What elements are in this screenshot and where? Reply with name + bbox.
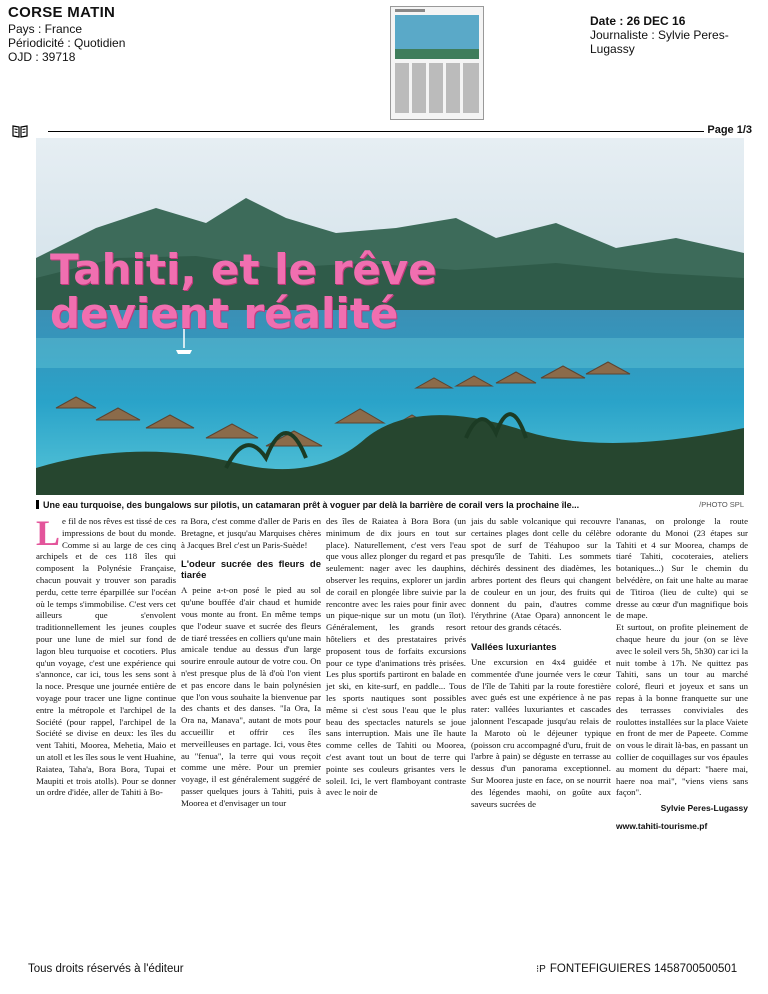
journalist-line2: Lugassy [590,42,635,56]
caption-text: Une eau turquoise, des bungalows sur pilotis, un catamaran prêt à voguer par delà la barrière de corail vers la prochaine île... [43,500,580,510]
document-code: FONTEFIGUIERES 1458700500501 [549,963,738,975]
body-text: jais du sable volcanique qui recouvre certaines plages dont celle du célèbre spot de surf de Téahupoo sur la presqu'île de Tahiti. Les sommets déchirés dessinent des diadèmes, les arbres portent des fleurs qui changent de couleur en un jour, des fruits qui donnent du pain, d'autres comme l'érythrine (Atae Opara) annoncent le retour des grands cétacés. [471,516,611,633]
publication-name: CORSE MATIN [8,4,116,21]
article-column-4 [471,516,611,810]
body-text: e fil de nos rêves est tissé de ces impressions de bout du monde. Comme si au large de ces cinq archipels et de ces 118 îles qui composent la Polynésie Française, chacun pouvait y trouver son paradis perdu, cette terre éparpillée sur l'océan où le temps s'immobilise. C'est vers cet ailleurs que s'envolent traditionnellement les jeunes couples pour une lune de miel sur fond de lagon bleu turquoise et cocotiers. Plus qu'un voyage, c'est une expérience qui s'annonce, car ici, tous les sens sont à la noce. Presque une journée entière de voyage pour tracer une ligne continue entre la métropole et l'archipel de la Société (pour rappel, l'archipel de la Société se divise en deux: les îles du vent Tahiti, Moorea, Mehetia, Maio et un atoll et les îles sous le vent Huahine, Raiatea, Taha'a, Bora Bora, Tupai et Maupiti et trois atolls). Pour se donner un ordre d'idée, aller de Tahiti à Bo- [36,516,176,798]
document-code-icon: ⁝P [536,964,546,975]
article-column-3 [326,516,466,799]
ojd: OJD : 39718 [8,50,76,64]
country: Pays : France [8,22,83,36]
page-number: Page 1/3 [707,124,752,136]
journalist-line1: Journaliste : Sylvie Peres- [590,28,729,42]
article-column-1 [36,513,176,799]
body-text: A peine a-t-on posé le pied au sol qu'une bouffée d'air chaud et humide vous monte au front. En même temps que l'odeur suave et sucrée des fleurs de tiaré tressées en colliers qu'une main amicale tendue au dessus d'un large sourire enroule autour de votre cou. On n'est presque plus de là d'où l'on vient et pas encore dans le bain polynésien que l'on vous souhaite la bienvenue par des chants et des danses. "Ia Ora, Ia Ora na, Manava", autant de mots pour accueillir et offrir ces îles merveilleuses en partage. Ici, vous êtes au "fenua", la terre qui vous reçoit comme une mère. Pour un premier voyage, il est généralement suggéré de passer quelques jours à Tahiti, puis à Moorea et d'envisager un tour [181,585,321,808]
body-text: l'ananas, on prolonge la route odorante du Monoi (23 étapes sur Tahiti et 4 sur Moorea, champs de tiaré Tahiti, cocoteraies, ateliers botaniques...) Sur le chemin du belvédère, on fait une halte au marae de Titiroa (lieu de culte) qui se dresse au cœur d'un magnifique bois de mape. [616,516,748,621]
author-signature: Sylvie Peres-Lugassy [660,803,748,814]
photo-credit: /PHOTO SPL [699,500,744,509]
article-column-2 [181,516,321,810]
body-text: Une excursion en 4x4 guidée et commentée d'une journée vers le cœur de l'île de Tahiti par la route forestière avec gués est une expérience à ne pas rater: vallées luxuriantes et cascades jalonnent l'escapade jusqu'au relais de la Maroto où le déjeuner typique (poisson cru accompagné d'uru, fruit de l'arbre à pain) se déguste en terrasse au dessus d'un panorama exceptionnel. Sur Moorea juste en face, on se nourrit des légendes maohi, on goûte aux saveurs sucrées de [471,656,611,809]
title-line1: Tahiti, et le rêve [50,245,437,294]
source-url: www.tahiti-tourisme.pf [616,820,708,831]
publication-meta [8,22,125,64]
book-icon [12,124,28,138]
photo-caption [36,500,636,510]
article-meta [590,14,750,56]
article-column-5 [616,516,748,833]
title-line2: devient réalité [50,289,399,338]
rights-notice: Tous droits réservés à l'éditeur [28,963,184,975]
periodicity: Périodicité : Quotidien [8,36,126,50]
body-text: Et surtout, on profite pleinement de chaque heure du jour (on se lève avec le soleil vers 5h, 5h30) car ici la nuit tombe à 17h. Ne quittez pas Tahiti, sans un tour au marché coloré, fleuri et joyeux et sans un repas à la bonne franquette sur une des terrasses conviviales des roulottes installées sur la place Vaiete en front de mer de Papeete. Comme on vous le dirait là-bas, en passant un collier de coquillages sur vos épaules au moment du départ: "haere mai, haere noa mai", "viens viens sans façon". [616,622,748,798]
subheading: Vallées luxuriantes [471,641,557,653]
page-rule [12,124,752,138]
subheading: L'odeur sucrée des fleurs de tiarée [181,559,321,582]
date: Date : 26 DEC 16 [590,14,686,28]
body-text: des îles de Raiatea à Bora Bora (un minimum de dix jours en tout sur place). Naturellement, c'est vers l'eau que vous allez plonger du regard et pas seulement: nager avec les dauphins, observer les requins, explorer un jardin de corail en plongée libre suivie par la rencontre avec les raies pour finir avec un pique-nique sur un motu (un îlot). Généralement, les grands resort hôteliers et des prestataires privés proposent tous de forfaits excursions pour ce type d'animations très prisées. Les plus sportifs partiront en balade en jet ski, en kite-surf, en paddle... Tous les sports nautiques sont possibles même si c'est sous l'eau que le plus beau des spectacles naturels se joue sans interruption. Mais une île haute comme celles de Tahiti ou Moorea, c'est avant tout un bout de terre qui pointe ses couleurs grisantes vers le soleil. Ici, le vert flamboyant contraste avec le noir de [326,516,466,798]
drop-cap: L [36,513,61,553]
footer-code [536,963,737,975]
page-thumbnail [390,6,484,120]
article-title [50,245,437,338]
body-text: ra Bora, c'est comme d'aller de Paris en Bretagne, et jusqu'au Marquises chères à Jacques Brel c'est un Paris-Suède! [181,516,321,550]
